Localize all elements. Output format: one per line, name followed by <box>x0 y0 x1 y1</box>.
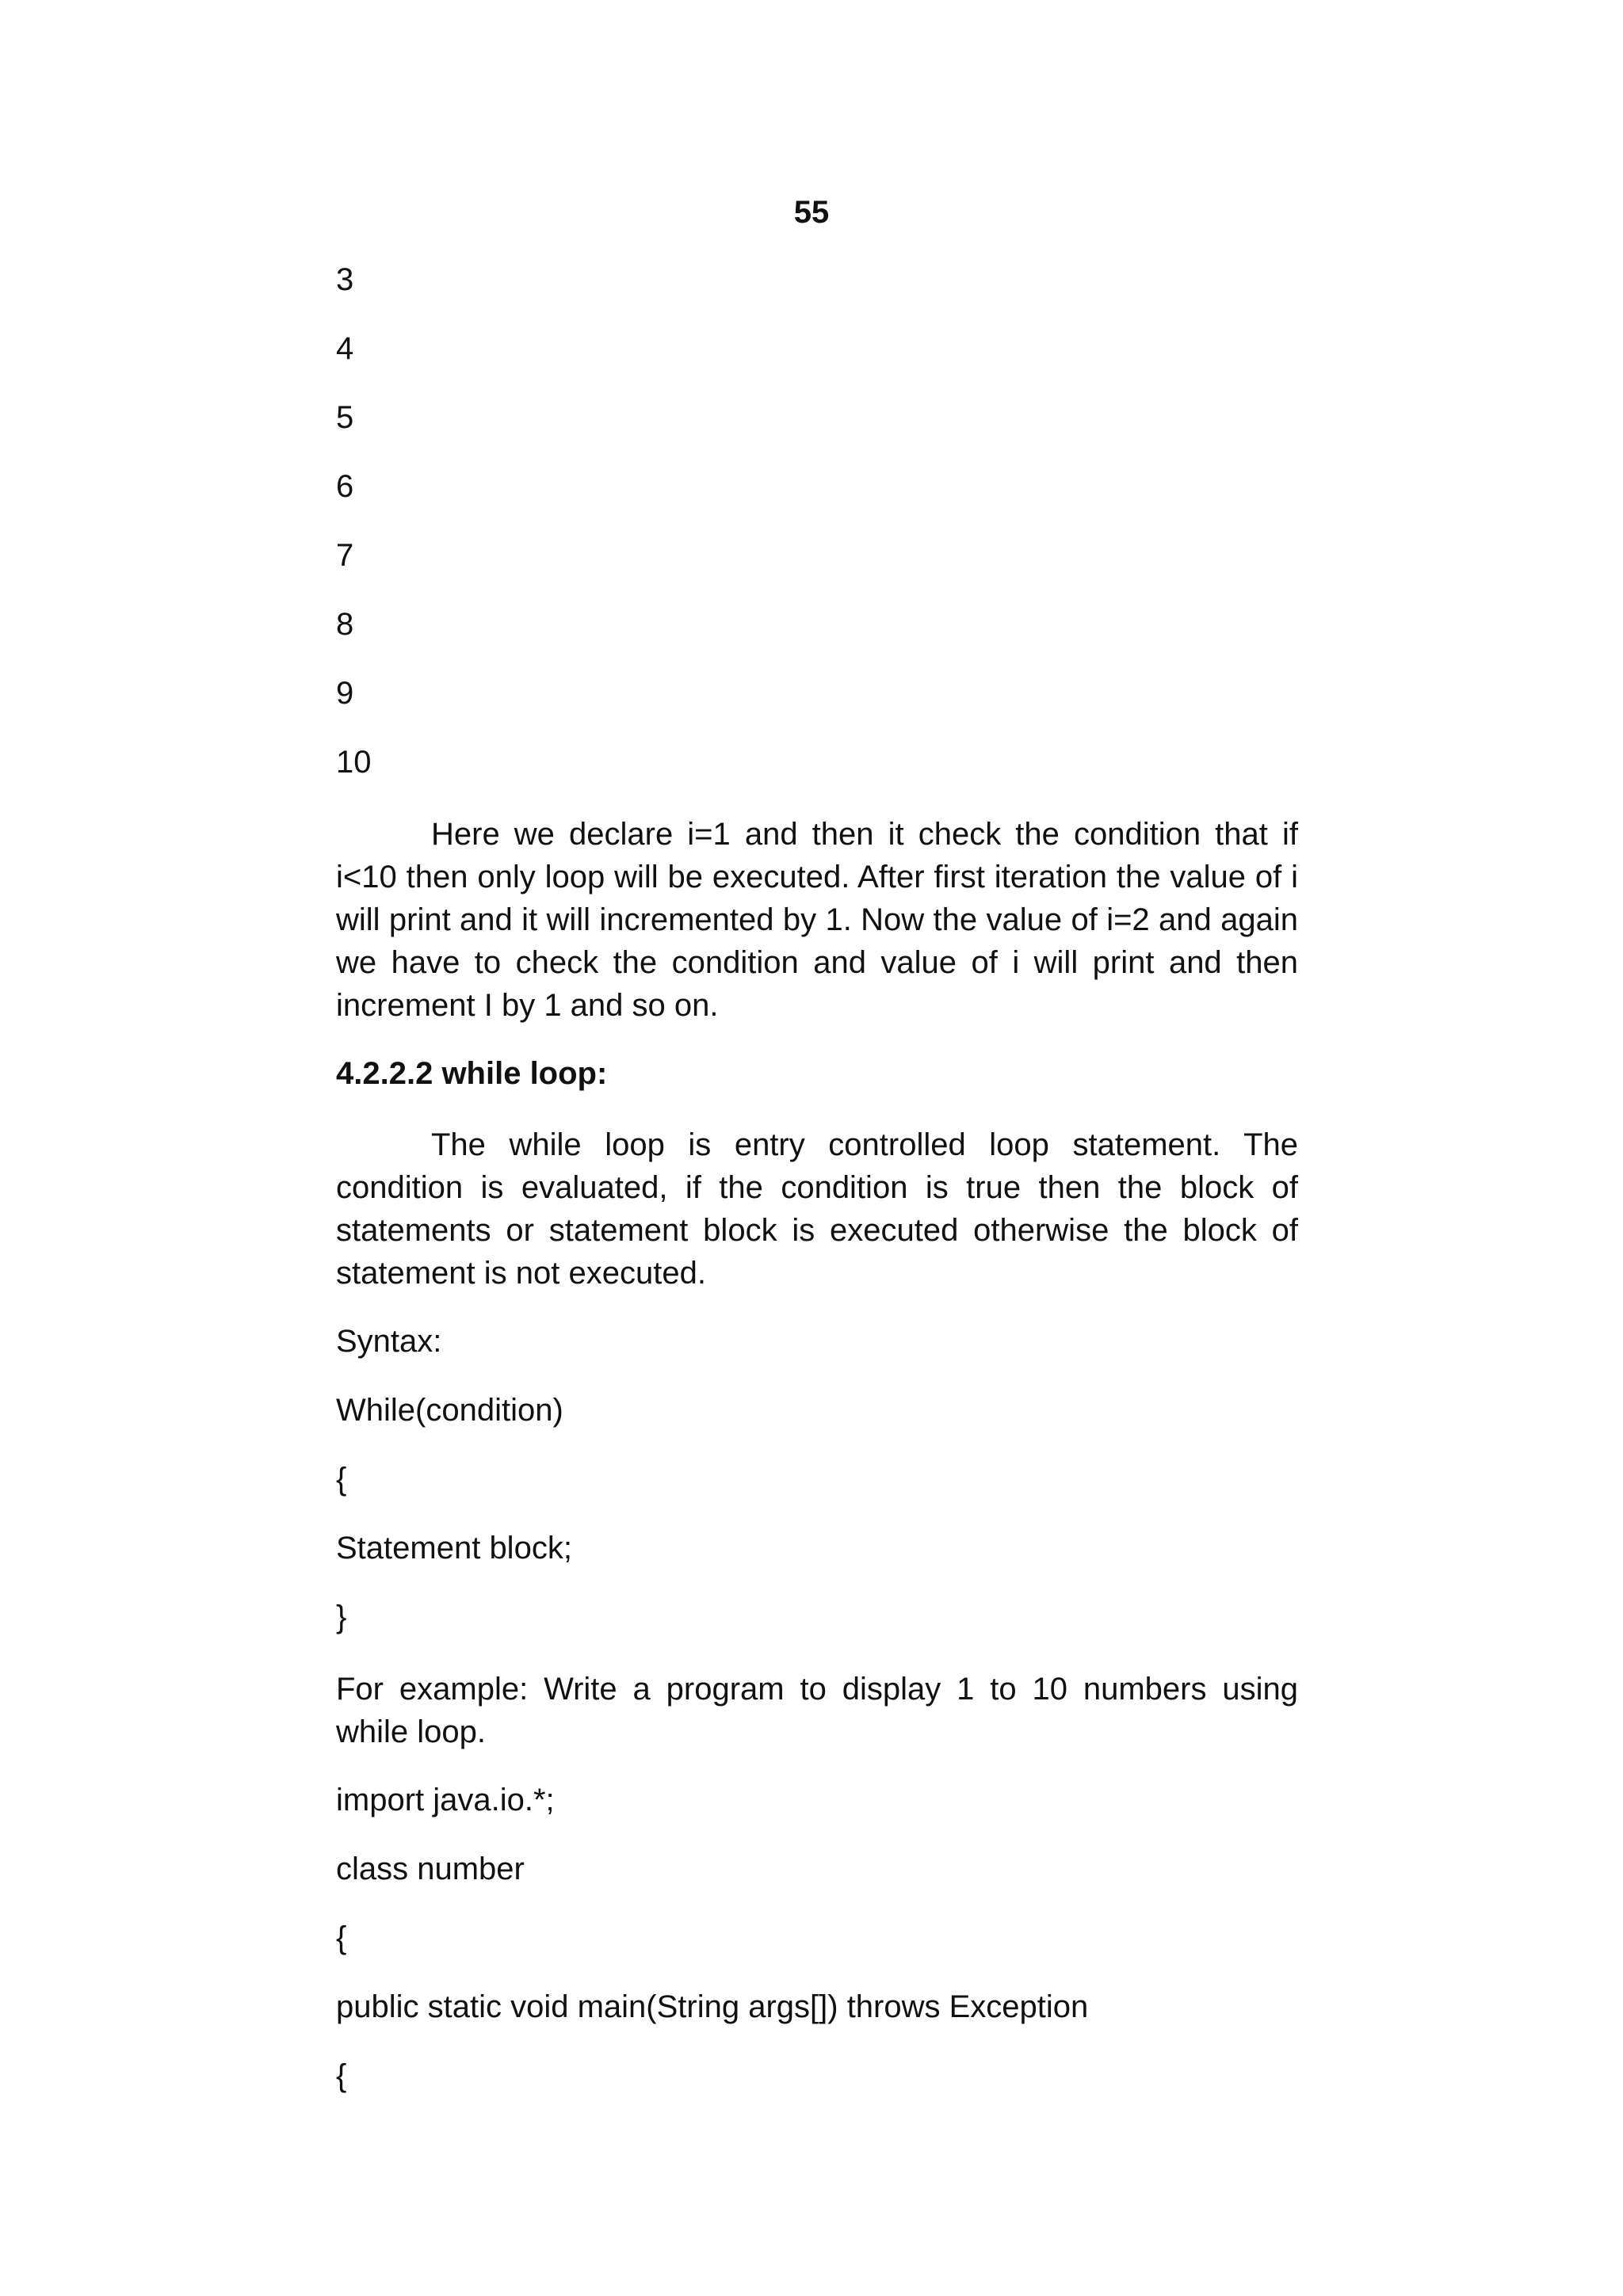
code-line: public static void main(String args[]) throws Exception <box>336 1989 1089 2024</box>
syntax-line: Statement block; <box>336 1531 572 1566</box>
output-line: 9 <box>336 676 354 711</box>
output-line: 8 <box>336 607 354 642</box>
example-intro: For example: Write a program to display 1 to 10 numbers using while loop. <box>336 1672 1298 1749</box>
page-number: 55 <box>793 195 830 230</box>
output-line: 6 <box>336 469 354 504</box>
syntax-line: While(condition) <box>336 1393 563 1428</box>
page-body <box>336 261 1298 2126</box>
section-heading: 4.2.2.2 while loop: <box>336 1056 608 1091</box>
output-line: 10 <box>336 745 372 780</box>
code-line: class number <box>336 1852 525 1886</box>
syntax-label: Syntax: <box>336 1324 442 1359</box>
syntax-line: { <box>336 1462 347 1497</box>
output-line: 5 <box>336 400 354 435</box>
output-line: 3 <box>336 262 354 297</box>
code-line: import java.io.*; <box>336 1783 555 1817</box>
syntax-line: } <box>336 1600 347 1634</box>
code-line: { <box>336 2058 347 2093</box>
output-line: 7 <box>336 538 354 573</box>
code-line: { <box>336 1920 347 1955</box>
explanation-paragraph: Here we declare i=1 and then it check the condition that if i<10 then only loop will be executed. After first iteration the value of i will print and it will incremented by 1. Now the value of i=2 and again we have to check the condition and value of i will print and then increment I by 1 and so on. <box>336 817 1298 1023</box>
section-description: The while loop is entry controlled loop statement. The condition is evaluated, if the condition is true then the block of statements or statement block is executed otherwise the block of statement is not executed. <box>336 1127 1298 1291</box>
output-line: 4 <box>336 331 354 366</box>
